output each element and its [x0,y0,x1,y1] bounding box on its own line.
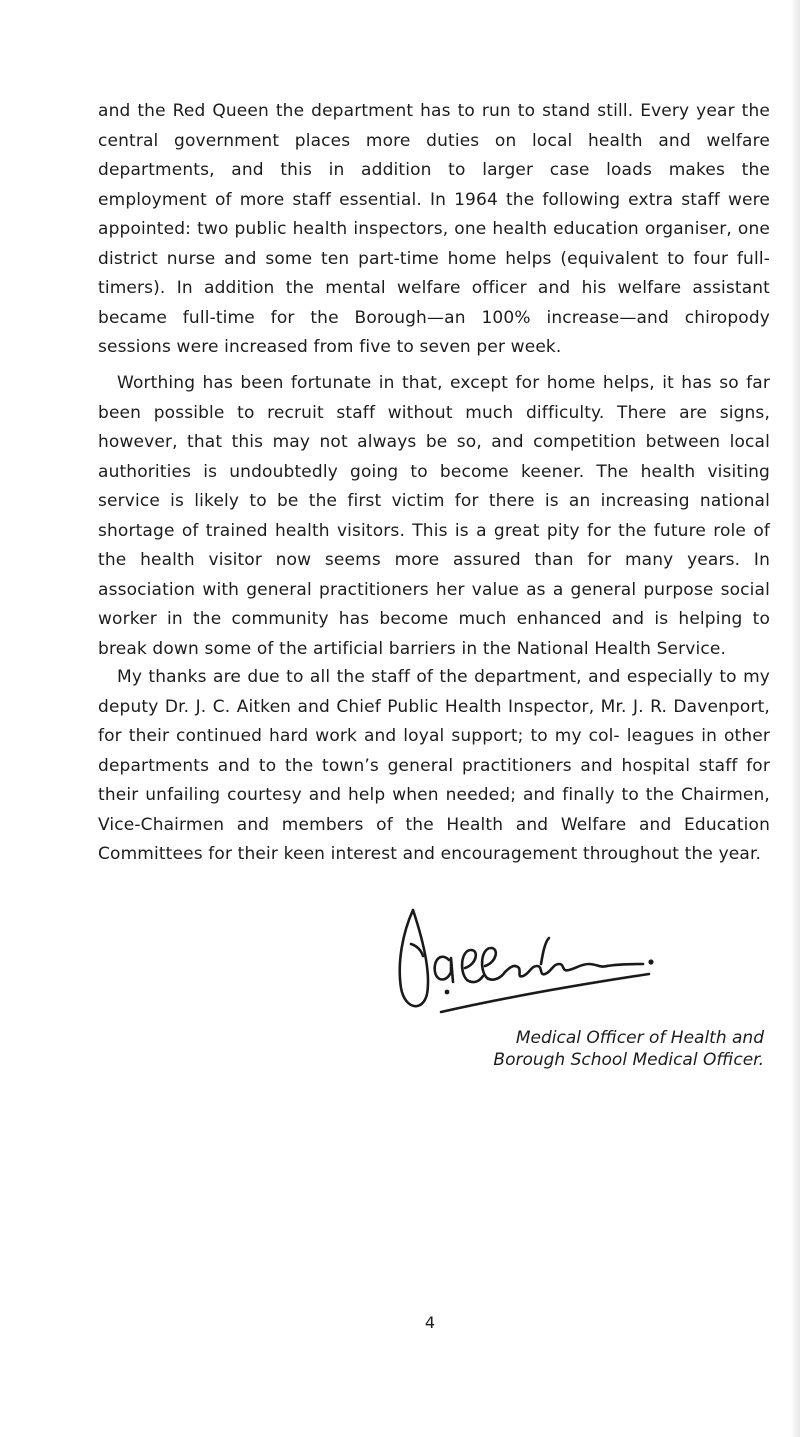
paragraph-thanks: My thanks are due to all the staff of the department, and especially to my deputy Dr. J. C. Aitken and Chief Public Health Inspector, Mr. J. R. Davenport, for their continued hard work and loyal support; to my col- leagues in other departments and to the town’s general practitioners and hospital staff for their unfailing courtesy and help when needed; and finally to the Chairmen, Vice-Chairmen and members of the Health and Welfare and Education Committees for their keen interest and encouragement throughout the year. [98,667,770,864]
signatory-title [404,1027,764,1071]
page-number: 4 [424,1313,436,1332]
signatory-title-line-2: Borough School Medical Officer. [493,1050,764,1070]
page-edge-shadow [790,0,800,1437]
signatory-title-line-1: Medical Officer of Health and [515,1028,764,1048]
paragraph-continuation: and the Red Queen the department has to run to stand still. Every year the central government places more duties on local health and welfare departments, and this in addition to larger case loads makes the employment of more staff essential. In 1964 the following extra staff were appointed: two public health inspectors, one health education organiser, one district nurse and some ten part-time home helps (equivalent to four full-timers). In addition the mental welfare officer and his welfare assistant became full-time for the Borough—an 100% increase—and chiropody sessions were increased from five to seven per week. [98,101,770,357]
handwritten-signature [393,902,673,1022]
paragraph-staffing: Worthing has been fortunate in that, except for home helps, it has so far been possible to recruit staff without much difficulty. There are signs, however, that this may not always be so, and competition between local authorities is undoubtedly going to become keener. The health visiting service is likely to be the first victim for there is an increasing national shortage of trained health visitors. This is a great pity for the future role of the health visitor now seems more assured than for many years. In association with general practitioners her value as a general purpose social worker in the community has become much enhanced and is helping to break down some of the artificial barriers in the National Health Service. [98,373,770,659]
